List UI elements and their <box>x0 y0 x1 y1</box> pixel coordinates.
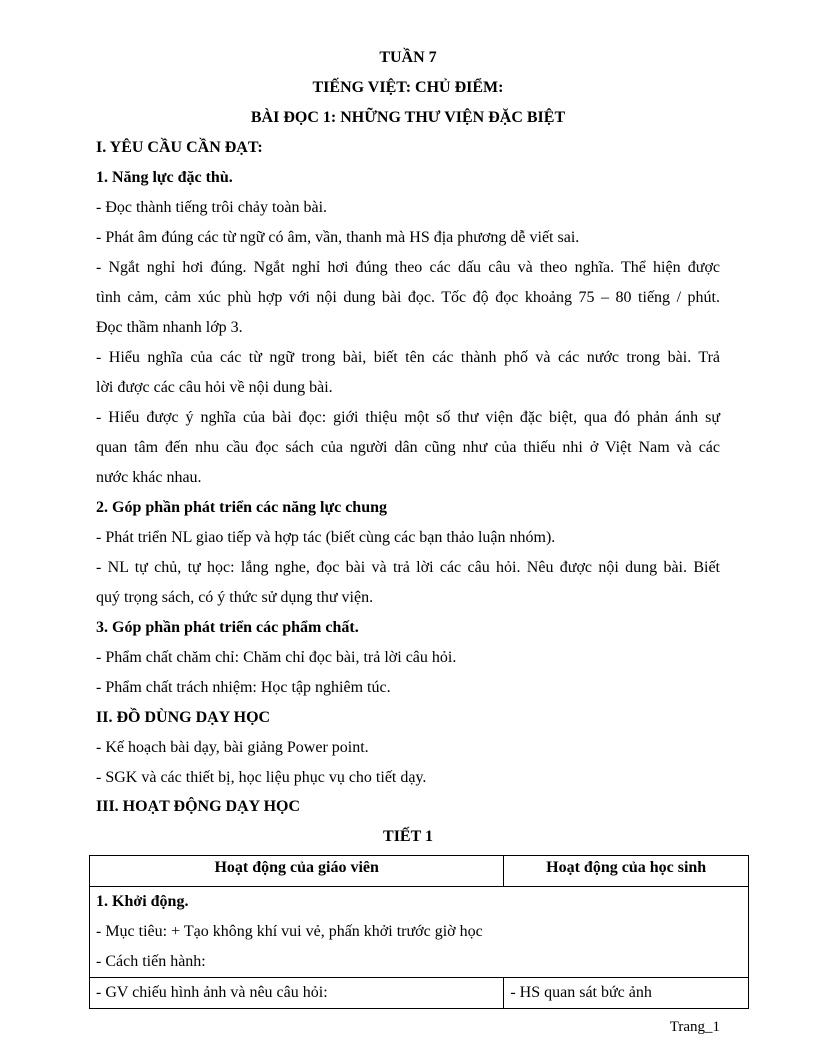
subsection-2-title: 2. Góp phần phát triển các năng lực chung <box>96 499 387 516</box>
week-heading: TUẦN 7 <box>379 49 437 66</box>
paragraph-line: - Phát triển NL giao tiếp và hợp tác (biết cùng các bạn thảo luận nhóm). <box>96 529 556 546</box>
paragraph-line: nước khác nhau. <box>96 469 202 486</box>
paragraph-line: - Hiểu nghĩa của các từ ngữ trong bài, biết tên các thành phố và các nước trong bài. Trả <box>96 349 720 366</box>
section-2-title: II. ĐỒ DÙNG DẠY HỌC <box>96 709 271 726</box>
paragraph-line: - Phẩm chất chăm chỉ: Chăm chỉ đọc bài, trả lời câu hỏi. <box>96 649 457 666</box>
paragraph-line: - SGK và các thiết bị, học liệu phục vụ cho tiết dạy. <box>96 769 427 786</box>
warmup-cell <box>90 887 749 978</box>
subsection-1-title: 1. Năng lực đặc thù. <box>96 169 233 186</box>
table-header-row <box>90 856 749 887</box>
subsection-3-title: 3. Góp phần phát triển các phẩm chất. <box>96 619 359 636</box>
section-1-title: I. YÊU CẦU CẦN ĐẠT: <box>96 139 263 156</box>
table-row <box>90 978 749 1009</box>
warmup-method: - Cách tiến hành: <box>96 953 206 970</box>
paragraph-line: - Hiểu được ý nghĩa của bài đọc: giới thiệu một số thư viện đặc biệt, qua đó phản ánh sự <box>96 409 720 426</box>
student-activity-cell: - HS quan sát bức ảnh <box>504 978 749 1009</box>
warmup-goal: - Mục tiêu: + Tạo không khí vui vẻ, phấn khởi trước giờ học <box>96 923 483 940</box>
student-column-header: Hoạt động của học sinh <box>504 856 749 887</box>
paragraph-line: - Phẩm chất trách nhiệm: Học tập nghiêm túc. <box>96 679 391 696</box>
activity-table <box>89 855 749 1009</box>
paragraph-line: - NL tự chủ, tự học: lắng nghe, đọc bài và trả lời các câu hỏi. Nêu được nội dung bài. Biết <box>96 559 720 576</box>
paragraph-line: quan tâm đến nhu cầu đọc sách của người dân cũng như của thiếu nhi ở Việt Nam và các <box>96 439 720 456</box>
paragraph-line: - Phát âm đúng các từ ngữ có âm, vần, thanh mà HS địa phương dễ viết sai. <box>96 229 580 246</box>
paragraph-line: quý trọng sách, có ý thức sử dụng thư viện. <box>96 589 374 606</box>
paragraph-line: - Ngắt nghỉ hơi đúng. Ngắt nghỉ hơi đúng theo các dấu câu và theo nghĩa. Thể hiện được <box>96 259 720 276</box>
paragraph-line: - Đọc thành tiếng trôi chảy toàn bài. <box>96 199 328 216</box>
paragraph-line: - Kế hoạch bài dạy, bài giảng Power point. <box>96 739 369 756</box>
page-number: Trang_1 <box>669 1019 720 1035</box>
period-heading: TIẾT 1 <box>383 828 433 845</box>
paragraph-line: Đọc thầm nhanh lớp 3. <box>96 319 243 336</box>
table-row <box>90 887 749 978</box>
paragraph-line: lời được các câu hỏi về nội dung bài. <box>96 379 333 396</box>
teacher-activity-cell: - GV chiếu hình ảnh và nêu câu hỏi: <box>90 978 504 1009</box>
paragraph-line: tình cảm, cảm xúc phù hợp với nội dung bài đọc. Tốc độ đọc khoảng 75 – 80 tiếng / phút. <box>96 289 720 306</box>
subject-heading: TIẾNG VIỆT: CHỦ ĐIỂM: <box>312 79 504 96</box>
lesson-title: BÀI ĐỌC 1: NHỮNG THƯ VIỆN ĐẶC BIỆT <box>250 109 566 126</box>
teacher-column-header: Hoạt động của giáo viên <box>90 856 504 887</box>
warmup-title: 1. Khởi động. <box>96 893 189 910</box>
section-3-title: III. HOẠT ĐỘNG DẠY HỌC <box>96 798 301 815</box>
